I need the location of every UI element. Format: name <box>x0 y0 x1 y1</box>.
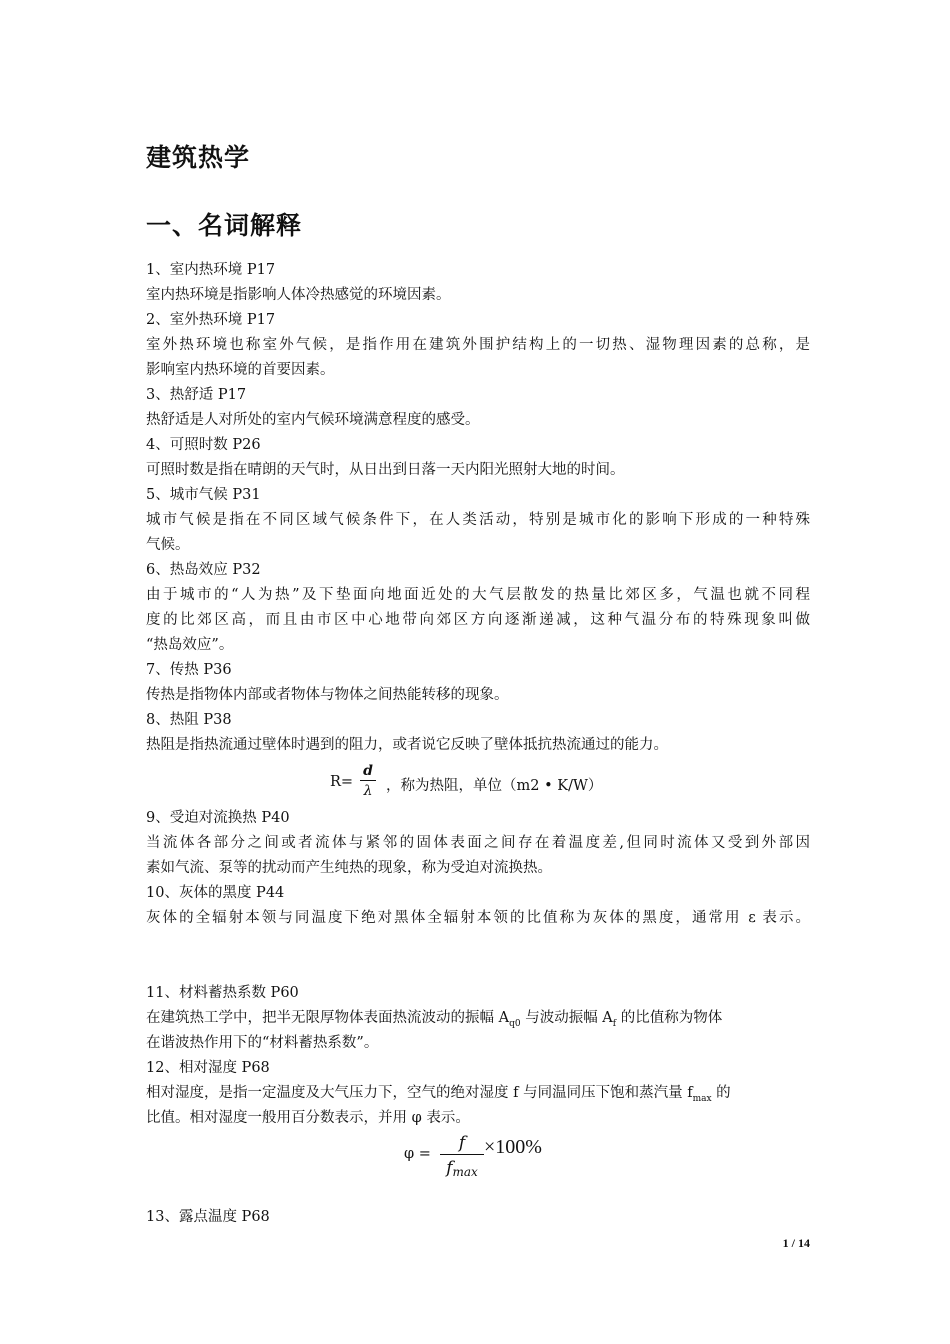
formula-denominator <box>440 1155 484 1185</box>
term-definition: 当流体各部分之间或者流体与紧邻的固体表面之间存在着温度差,但同时流体又受到外部因 <box>146 835 810 851</box>
formula-fraction <box>440 1132 484 1185</box>
formula-denominator: λ <box>363 783 373 799</box>
text-run: 的 <box>711 1085 731 1101</box>
formula-fraction <box>360 762 376 801</box>
term-heading: 3、热舒适 P17 <box>146 387 247 403</box>
section-title: 一、名词解释 <box>146 211 303 240</box>
subscript: max <box>692 1094 712 1104</box>
term-heading: 11、材料蓄热系数 P60 <box>146 985 299 1001</box>
term-definition: 素如气流、泵等的扰动而产生纯热的现象，称为受迫对流换热。 <box>146 860 552 876</box>
term-definition: 室外热环境也称室外气候，是指作用在建筑外围护结构上的一切热、湿物理因素的总称，是 <box>146 337 810 353</box>
term-heading: 6、热岛效应 P32 <box>146 562 261 578</box>
term-definition: 灰体的全辐射本领与同温度下绝对黑体全辐射本领的比值称为灰体的黑度，通常用 ε 表示。 <box>146 910 810 926</box>
text-run: 与波动振幅 A <box>520 1010 613 1026</box>
denominator-base: f <box>446 1158 453 1178</box>
term-definition: 传热是指物体内部或者物体与物体之间热能转移的现象。 <box>146 687 509 703</box>
term-heading: 7、传热 P36 <box>146 662 232 678</box>
thermal-resistance-formula <box>330 762 630 806</box>
term-definition: 在谐波热作用下的“材料蓄热系数”。 <box>146 1035 379 1051</box>
relative-humidity-formula <box>404 1132 624 1186</box>
subscript: f <box>612 1019 617 1029</box>
formula-rhs: ，称为热阻，单位（m2 • K/W） <box>386 778 603 794</box>
term-heading: 2、室外热环境 P17 <box>146 312 276 328</box>
term-heading: 9、受迫对流换热 P40 <box>146 810 290 826</box>
page-number: 1 / 14 <box>782 1236 810 1250</box>
formula-lhs: R= <box>330 774 354 790</box>
term-definition: 度的比郊区高，而且由市区中心地带向郊区方向逐渐递减，这种气温分布的特殊现象叫做 <box>146 612 810 628</box>
term-definition: “热岛效应”。 <box>146 637 234 653</box>
term-definition: 由于城市的“人为热”及下垫面向地面近处的大气层散发的热量比郊区多，气温也就不同程 <box>146 587 810 603</box>
term-definition: 气候。 <box>146 537 190 553</box>
subscript: q0 <box>509 1019 521 1029</box>
text-run: 在建筑热工学中，把半无限厚物体表面热流波动的振幅 A <box>146 1010 510 1026</box>
term-heading: 13、露点温度 P68 <box>146 1209 270 1225</box>
term-definition: 影响室内热环境的首要因素。 <box>146 362 335 378</box>
term-definition: 热阻是指热流通过壁体时遇到的阻力，或者说它反映了壁体抵抗热流通过的能力。 <box>146 737 668 753</box>
formula-lhs: φ = <box>404 1146 431 1162</box>
term-definition: 可照时数是指在晴朗的天气时，从日出到日落一天内阳光照射大地的时间。 <box>146 462 625 478</box>
term-heading: 10、灰体的黑度 P44 <box>146 885 285 901</box>
formula-rhs: ×100% <box>484 1136 542 1158</box>
formula-numerator: d <box>363 763 373 779</box>
term-heading: 8、热阻 P38 <box>146 712 232 728</box>
term-definition: 室内热环境是指影响人体冷热感觉的环境因素。 <box>146 287 451 303</box>
term-definition: 比值。相对湿度一般用百分数表示，并用 φ 表示。 <box>146 1110 470 1126</box>
term-definition <box>146 1083 810 1109</box>
term-definition <box>146 1008 810 1034</box>
term-definition: 热舒适是人对所处的室内气候环境满意程度的感受。 <box>146 412 480 428</box>
term-heading: 1、室内热环境 P17 <box>146 262 276 278</box>
term-heading: 5、城市气候 P31 <box>146 487 261 503</box>
term-heading: 12、相对湿度 P68 <box>146 1060 270 1076</box>
document-title: 建筑热学 <box>146 143 251 172</box>
text-run: 的比值称为物体 <box>616 1010 723 1026</box>
term-heading: 4、可照时数 P26 <box>146 437 261 453</box>
subscript: max <box>452 1165 478 1179</box>
formula-numerator: f <box>458 1133 466 1153</box>
term-definition: 城市气候是指在不同区域气候条件下，在人类活动，特别是城市化的影响下形成的一种特殊 <box>146 512 810 528</box>
text-run: 相对湿度，是指一定温度及大气压力下，空气的绝对湿度 f 与同温同压下饱和蒸汽量 f <box>146 1085 693 1101</box>
